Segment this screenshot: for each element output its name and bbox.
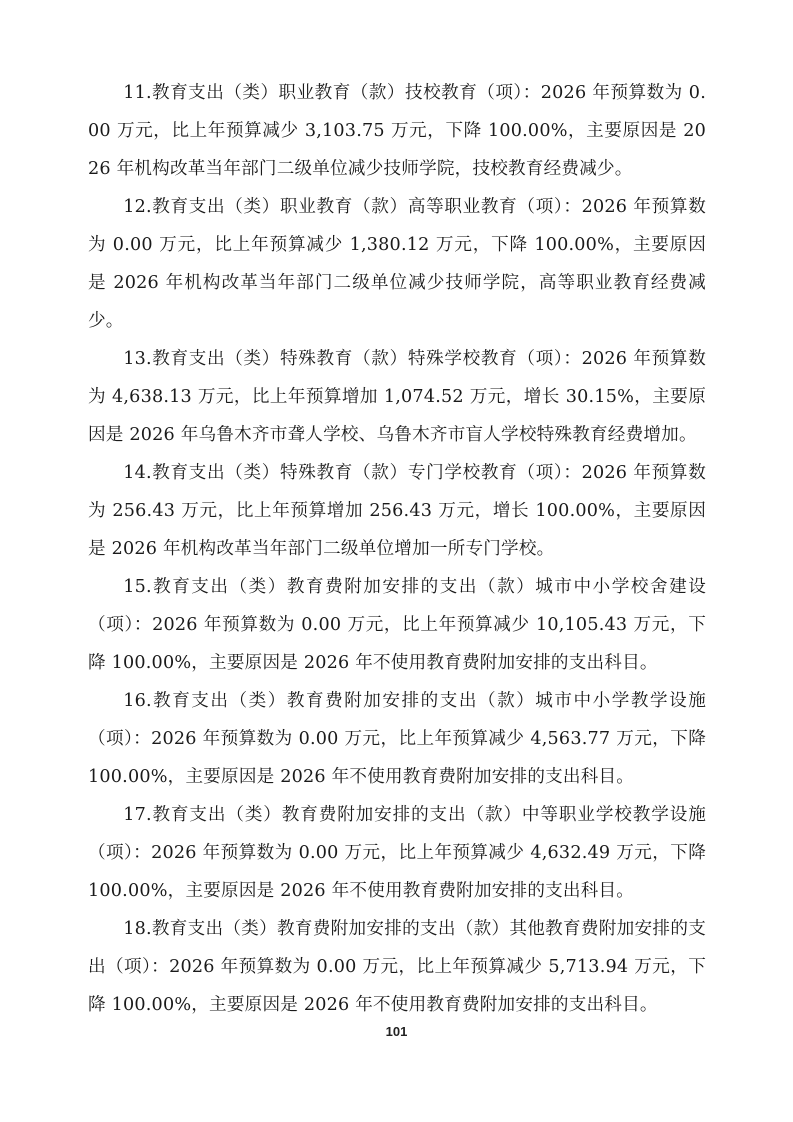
paragraph: 18.教育支出（类）教育费附加安排的支出（款）其他教育费附加安排的支出（项）：2026 年预算数为 0.00 万元，比上年预算减少 5,713.94 万元，下降 100.00%，主要原因是 2026 年不使用教育费附加安排的支出科目。 <box>88 919 706 1015</box>
paragraph: 11.教育支出（类）职业教育（款）技校教育（项）：2026 年预算数为 0.00 万元，比上年预算减少 3,103.75 万元，下降 100.00%，主要原因是 2026 年机构改革当年部门二级单位减少技师学院，技校教育经费减少。 <box>88 83 706 179</box>
paragraph: 13.教育支出（类）特殊教育（款）特殊学校教育（项）：2026 年预算数为 4,638.13 万元，比上年预算增加 1,074.52 万元，增长 30.15%，主要原因是 2026 年乌鲁木齐市聋人学校、乌鲁木齐市盲人学校特殊教育经费增加。 <box>88 349 706 445</box>
paragraph: 17.教育支出（类）教育费附加安排的支出（款）中等职业学校教学设施（项）：2026 年预算数为 0.00 万元，比上年预算减少 4,632.49 万元，下降 100.00%，主要原因是 2026 年不使用教育费附加安排的支出科目。 <box>88 805 706 901</box>
paragraph: 12.教育支出（类）职业教育（款）高等职业教育（项）：2026 年预算数为 0.00 万元，比上年预算减少 1,380.12 万元，下降 100.00%，主要原因是 2026 年机构改革当年部门二级单位减少技师学院，高等职业教育经费减少。 <box>88 197 706 331</box>
page-number: 101 <box>385 1024 408 1039</box>
paragraph: 15.教育支出（类）教育费附加安排的支出（款）城市中小学校舍建设（项）：2026 年预算数为 0.00 万元，比上年预算减少 10,105.43 万元，下降 100.00%，主要原因是 2026 年不使用教育费附加安排的支出科目。 <box>88 577 706 673</box>
paragraph: 16.教育支出（类）教育费附加安排的支出（款）城市中小学教学设施（项）：2026 年预算数为 0.00 万元，比上年预算减少 4,563.77 万元，下降 100.00%，主要原因是 2026 年不使用教育费附加安排的支出科目。 <box>88 691 706 787</box>
page-body <box>88 74 706 1024</box>
paragraph: 14.教育支出（类）特殊教育（款）专门学校教育（项）：2026 年预算数为 256.43 万元，比上年预算增加 256.43 万元，增长 100.00%，主要原因是 2026 年机构改革当年部门二级单位增加一所专门学校。 <box>88 463 706 559</box>
